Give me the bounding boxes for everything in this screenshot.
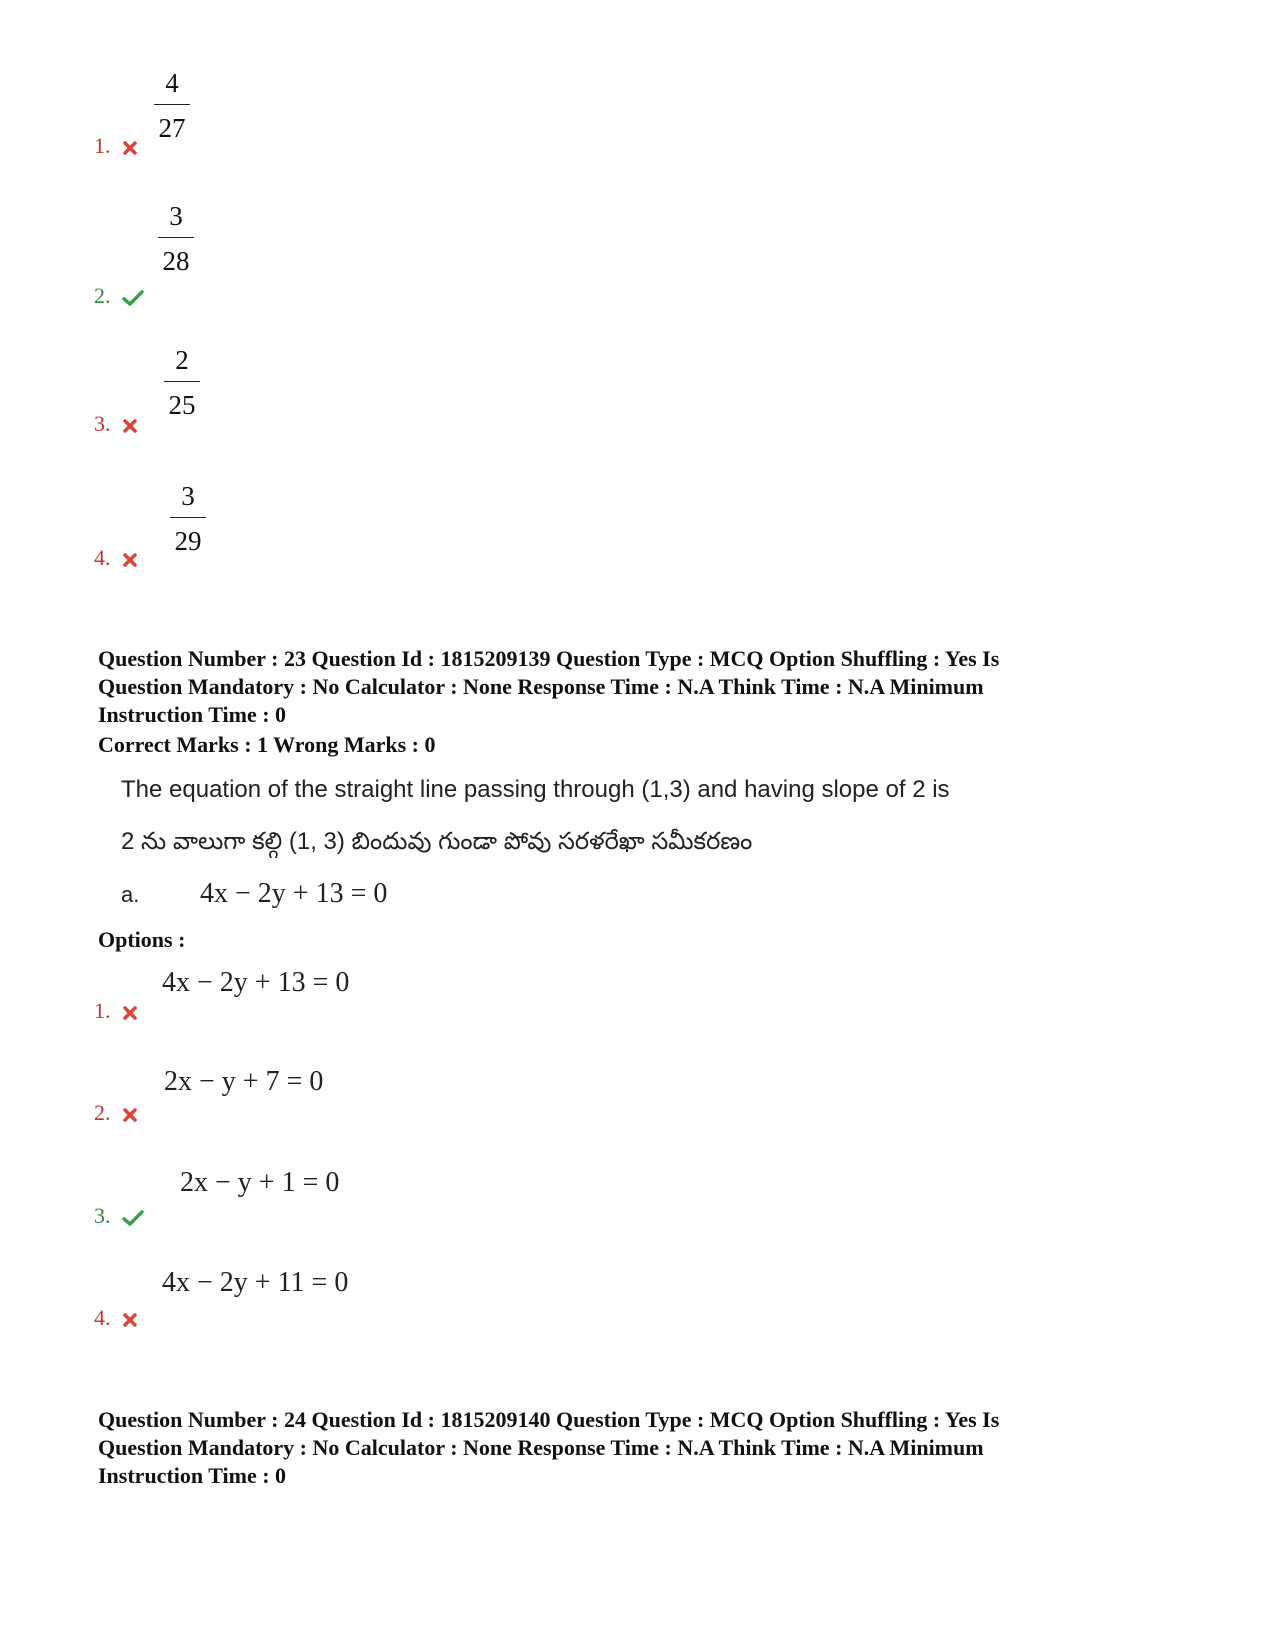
cross-icon xyxy=(122,140,138,156)
option-equation: 4x − 2y + 11 = 0 xyxy=(162,1267,349,1298)
option-equation: 4x − 2y + 13 = 0 xyxy=(162,967,350,998)
question-24-meta xyxy=(98,1406,1198,1490)
question-text-english: The equation of the straight line passing through (1,3) and having slope of 2 is xyxy=(121,776,950,803)
denominator: 25 xyxy=(168,390,196,420)
option-equation: 2x − y + 7 = 0 xyxy=(164,1066,324,1097)
question-text-telugu: 2 ను వాలుగా కల్గి (1, 3) బిందువు గుండా పోవు సరళరేఖా సమీకరణం xyxy=(121,828,753,855)
denominator: 27 xyxy=(158,113,186,143)
meta-line: Question Number : 23 Question Id : 1815209139 Question Type : MCQ Option Shuffling : Yes Is xyxy=(98,646,1000,671)
option-number: 4. xyxy=(94,1305,111,1330)
check-icon xyxy=(122,289,144,307)
meta-line: Question Mandatory : No Calculator : None Response Time : N.A Think Time : N.A Minimum xyxy=(98,674,984,699)
option-number: 1. xyxy=(94,998,111,1023)
meta-line: Instruction Time : 0 xyxy=(98,702,287,727)
numerator: 4 xyxy=(165,68,179,98)
numerator: 3 xyxy=(169,201,183,231)
denominator: 29 xyxy=(174,526,202,556)
cross-icon xyxy=(122,1005,138,1021)
denominator: 28 xyxy=(162,246,190,276)
fraction xyxy=(170,479,206,558)
sub-label: a. xyxy=(121,882,140,907)
options-label: Options : xyxy=(98,927,186,952)
fraction xyxy=(154,66,190,145)
fraction xyxy=(164,343,200,422)
option-number: 3. xyxy=(94,1203,111,1228)
check-icon xyxy=(122,1209,144,1227)
option-number: 3. xyxy=(94,411,111,436)
cross-icon xyxy=(122,1312,138,1328)
fraction xyxy=(158,199,194,278)
cross-icon xyxy=(122,418,138,434)
option-number: 2. xyxy=(94,1100,111,1125)
option-number: 1. xyxy=(94,133,111,158)
sub-equation: 4x − 2y + 13 = 0 xyxy=(200,878,388,909)
option-number: 4. xyxy=(94,545,111,570)
cross-icon xyxy=(122,1107,138,1123)
meta-line: Instruction Time : 0 xyxy=(98,1463,287,1488)
meta-line: Question Mandatory : No Calculator : None Response Time : N.A Think Time : N.A Minimum xyxy=(98,1435,984,1460)
cross-icon xyxy=(122,552,138,568)
numerator: 2 xyxy=(175,345,189,375)
numerator: 3 xyxy=(181,481,195,511)
option-number: 2. xyxy=(94,283,111,308)
marks-info: Correct Marks : 1 Wrong Marks : 0 xyxy=(98,732,436,757)
meta-line: Question Number : 24 Question Id : 1815209140 Question Type : MCQ Option Shuffling : Yes Is xyxy=(98,1407,1000,1432)
option-equation: 2x − y + 1 = 0 xyxy=(180,1167,340,1198)
question-23-meta xyxy=(98,645,1198,729)
